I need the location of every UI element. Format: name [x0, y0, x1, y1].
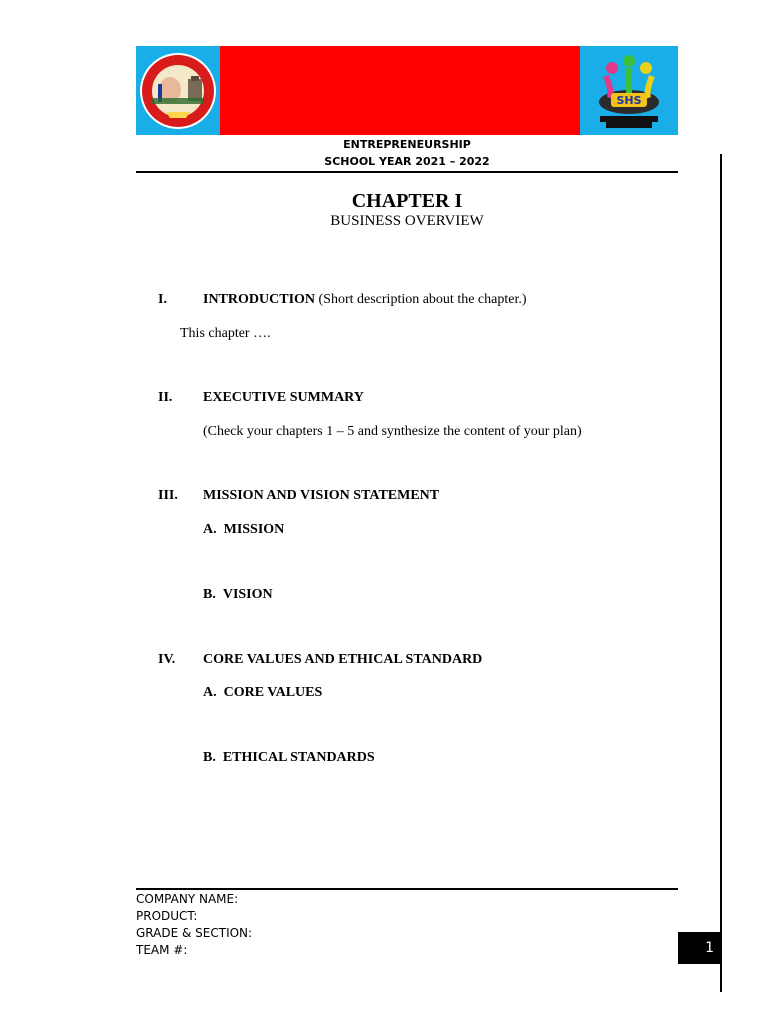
executive-summary-body: (Check your chapters 1 – 5 and synthesize the content of your plan): [203, 424, 582, 439]
chapter-title: CHAPTER I: [351, 190, 463, 212]
header-divider: [136, 171, 678, 173]
subject-heading: ENTREPRENEURSHIP: [343, 138, 471, 151]
footer-team-number: TEAM #:: [136, 943, 188, 957]
footer-product: PRODUCT:: [136, 909, 198, 923]
section-number: IV.: [158, 652, 176, 667]
subitem-vision: B. VISION: [203, 587, 273, 602]
margin-rule: [720, 154, 722, 992]
footer-company-name: COMPANY NAME:: [136, 892, 239, 906]
page-number: 1: [705, 940, 714, 956]
subitem-core-values: A. CORE VALUES: [203, 685, 323, 700]
subitem-ethical-standards: B. ETHICAL STANDARDS: [203, 750, 375, 765]
page-number-badge: [678, 932, 722, 964]
introduction-body: This chapter ….: [180, 326, 271, 341]
section-title-executive-summary: EXECUTIVE SUMMARY: [203, 390, 364, 405]
footer-grade-section: GRADE & SECTION:: [136, 926, 253, 940]
subitem-mission: A. MISSION: [203, 522, 285, 537]
shs-logo-icon: [580, 46, 678, 135]
section-title-introduction: [203, 292, 527, 308]
chapter-subtitle: BUSINESS OVERVIEW: [330, 213, 484, 229]
section-title-mission-vision: MISSION AND VISION STATEMENT: [203, 488, 440, 503]
footer-divider: [136, 888, 678, 890]
section-title-core-values: CORE VALUES AND ETHICAL STANDARD: [203, 652, 483, 667]
section-number: III.: [158, 488, 178, 503]
school-seal-logo-icon: [136, 46, 220, 135]
school-year-heading: SCHOOL YEAR 2021 – 2022: [324, 155, 490, 168]
section-number: I.: [158, 292, 167, 307]
section-note: (Short description about the chapter.): [315, 292, 527, 307]
svg-text:SHS: SHS: [616, 94, 642, 107]
section-number: II.: [158, 390, 173, 405]
section-title-text: INTRODUCTION: [203, 292, 316, 307]
